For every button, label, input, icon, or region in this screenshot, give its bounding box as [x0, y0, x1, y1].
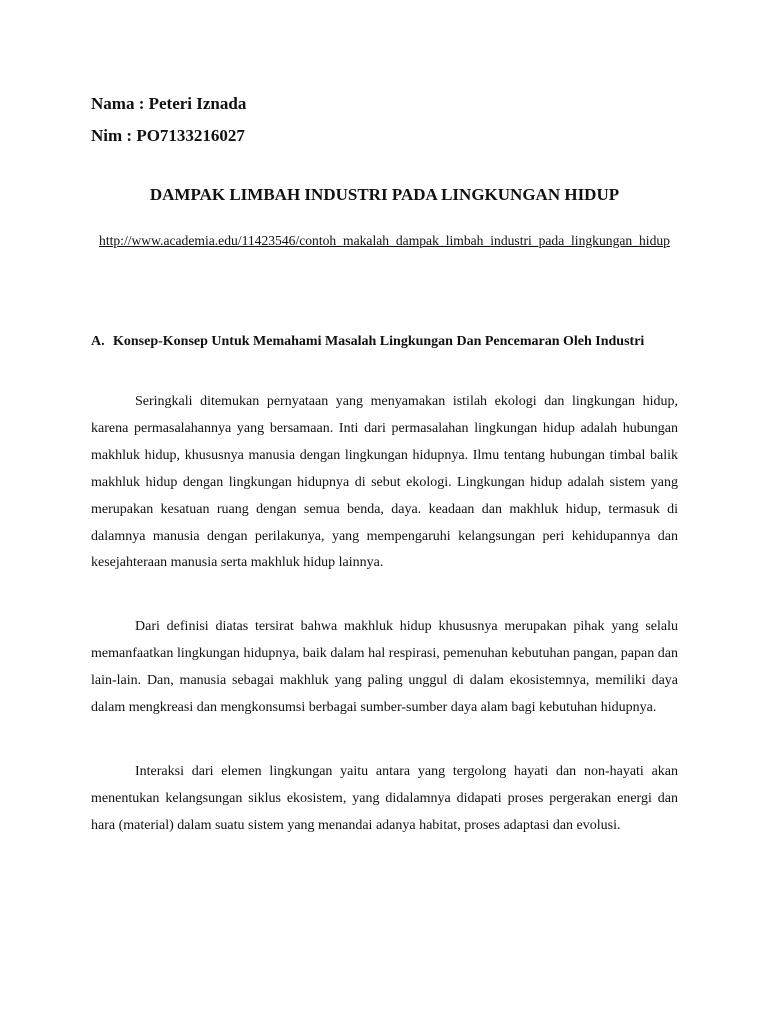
section-a-heading	[91, 328, 678, 355]
paragraph-3: Interaksi dari elemen lingkungan yaitu antara yang tergolong hayati dan non-hayati akan menentukan kelangsungan siklus ekosistem, yang didalamnya didapati proses pergerakan energi dan hara (material) dalam suatu sistem yang menandai adanya habitat, proses adaptasi dan evolusi.	[91, 764, 678, 833]
paragraph-1: Seringkali ditemukan pernyataan yang menyamakan istilah ekologi dan lingkungan hidup, karena permasalahannya yang bersamaan. Inti dari permasalahan lingkungan hidup adalah hubungan makhluk hidup, khususnya manusia dengan lingkungan hidupnya. Ilmu tentang hubungan timbal balik makhluk hidup dengan lingkungan hidupnya di sebut ekologi. Lingkungan hidup adalah sistem yang merupakan kesatuan ruang dengan semua benda, daya. keadaan dan makhluk hidup, termasuk di dalamnya manusia dengan perilakunya, yang mempengaruhi kelangsungan peri kehidupannya dan kesejahteraan manusia serta makhluk hidup lainnya.	[91, 394, 678, 571]
source-link[interactable]: http://www.academia.edu/11423546/contoh_makalah_dampak_limbah_industri_pada_lingkungan_hidup	[99, 233, 670, 248]
section-a-letter: A.	[91, 334, 105, 349]
section-a-heading-text: Konsep-Konsep Untuk Memahami Masalah Lingkungan Dan Pencemaran Oleh Industri	[113, 334, 645, 349]
paragraph-2: Dari definisi diatas tersirat bahwa makhluk hidup khususnya merupakan pihak yang selalu memanfaatkan lingkungan hidupnya, baik dalam hal respirasi, pemenuhan kebutuhan pangan, papan dan lain-lain. Dan, manusia sebagai makhluk yang paling unggul di dalam ekosistemnya, memiliki daya dalam mengkreasi dan mengkonsumsi berbagai sumber-sumber daya alam bagi kebutuhan hidupnya.	[91, 619, 678, 715]
student-id-line: Nim : PO7133216027	[91, 126, 245, 145]
author-name-line: Nama : Peteri Iznada	[91, 94, 247, 113]
document-title: DAMPAK LIMBAH INDUSTRI PADA LINGKUNGAN HIDUP	[149, 185, 620, 204]
